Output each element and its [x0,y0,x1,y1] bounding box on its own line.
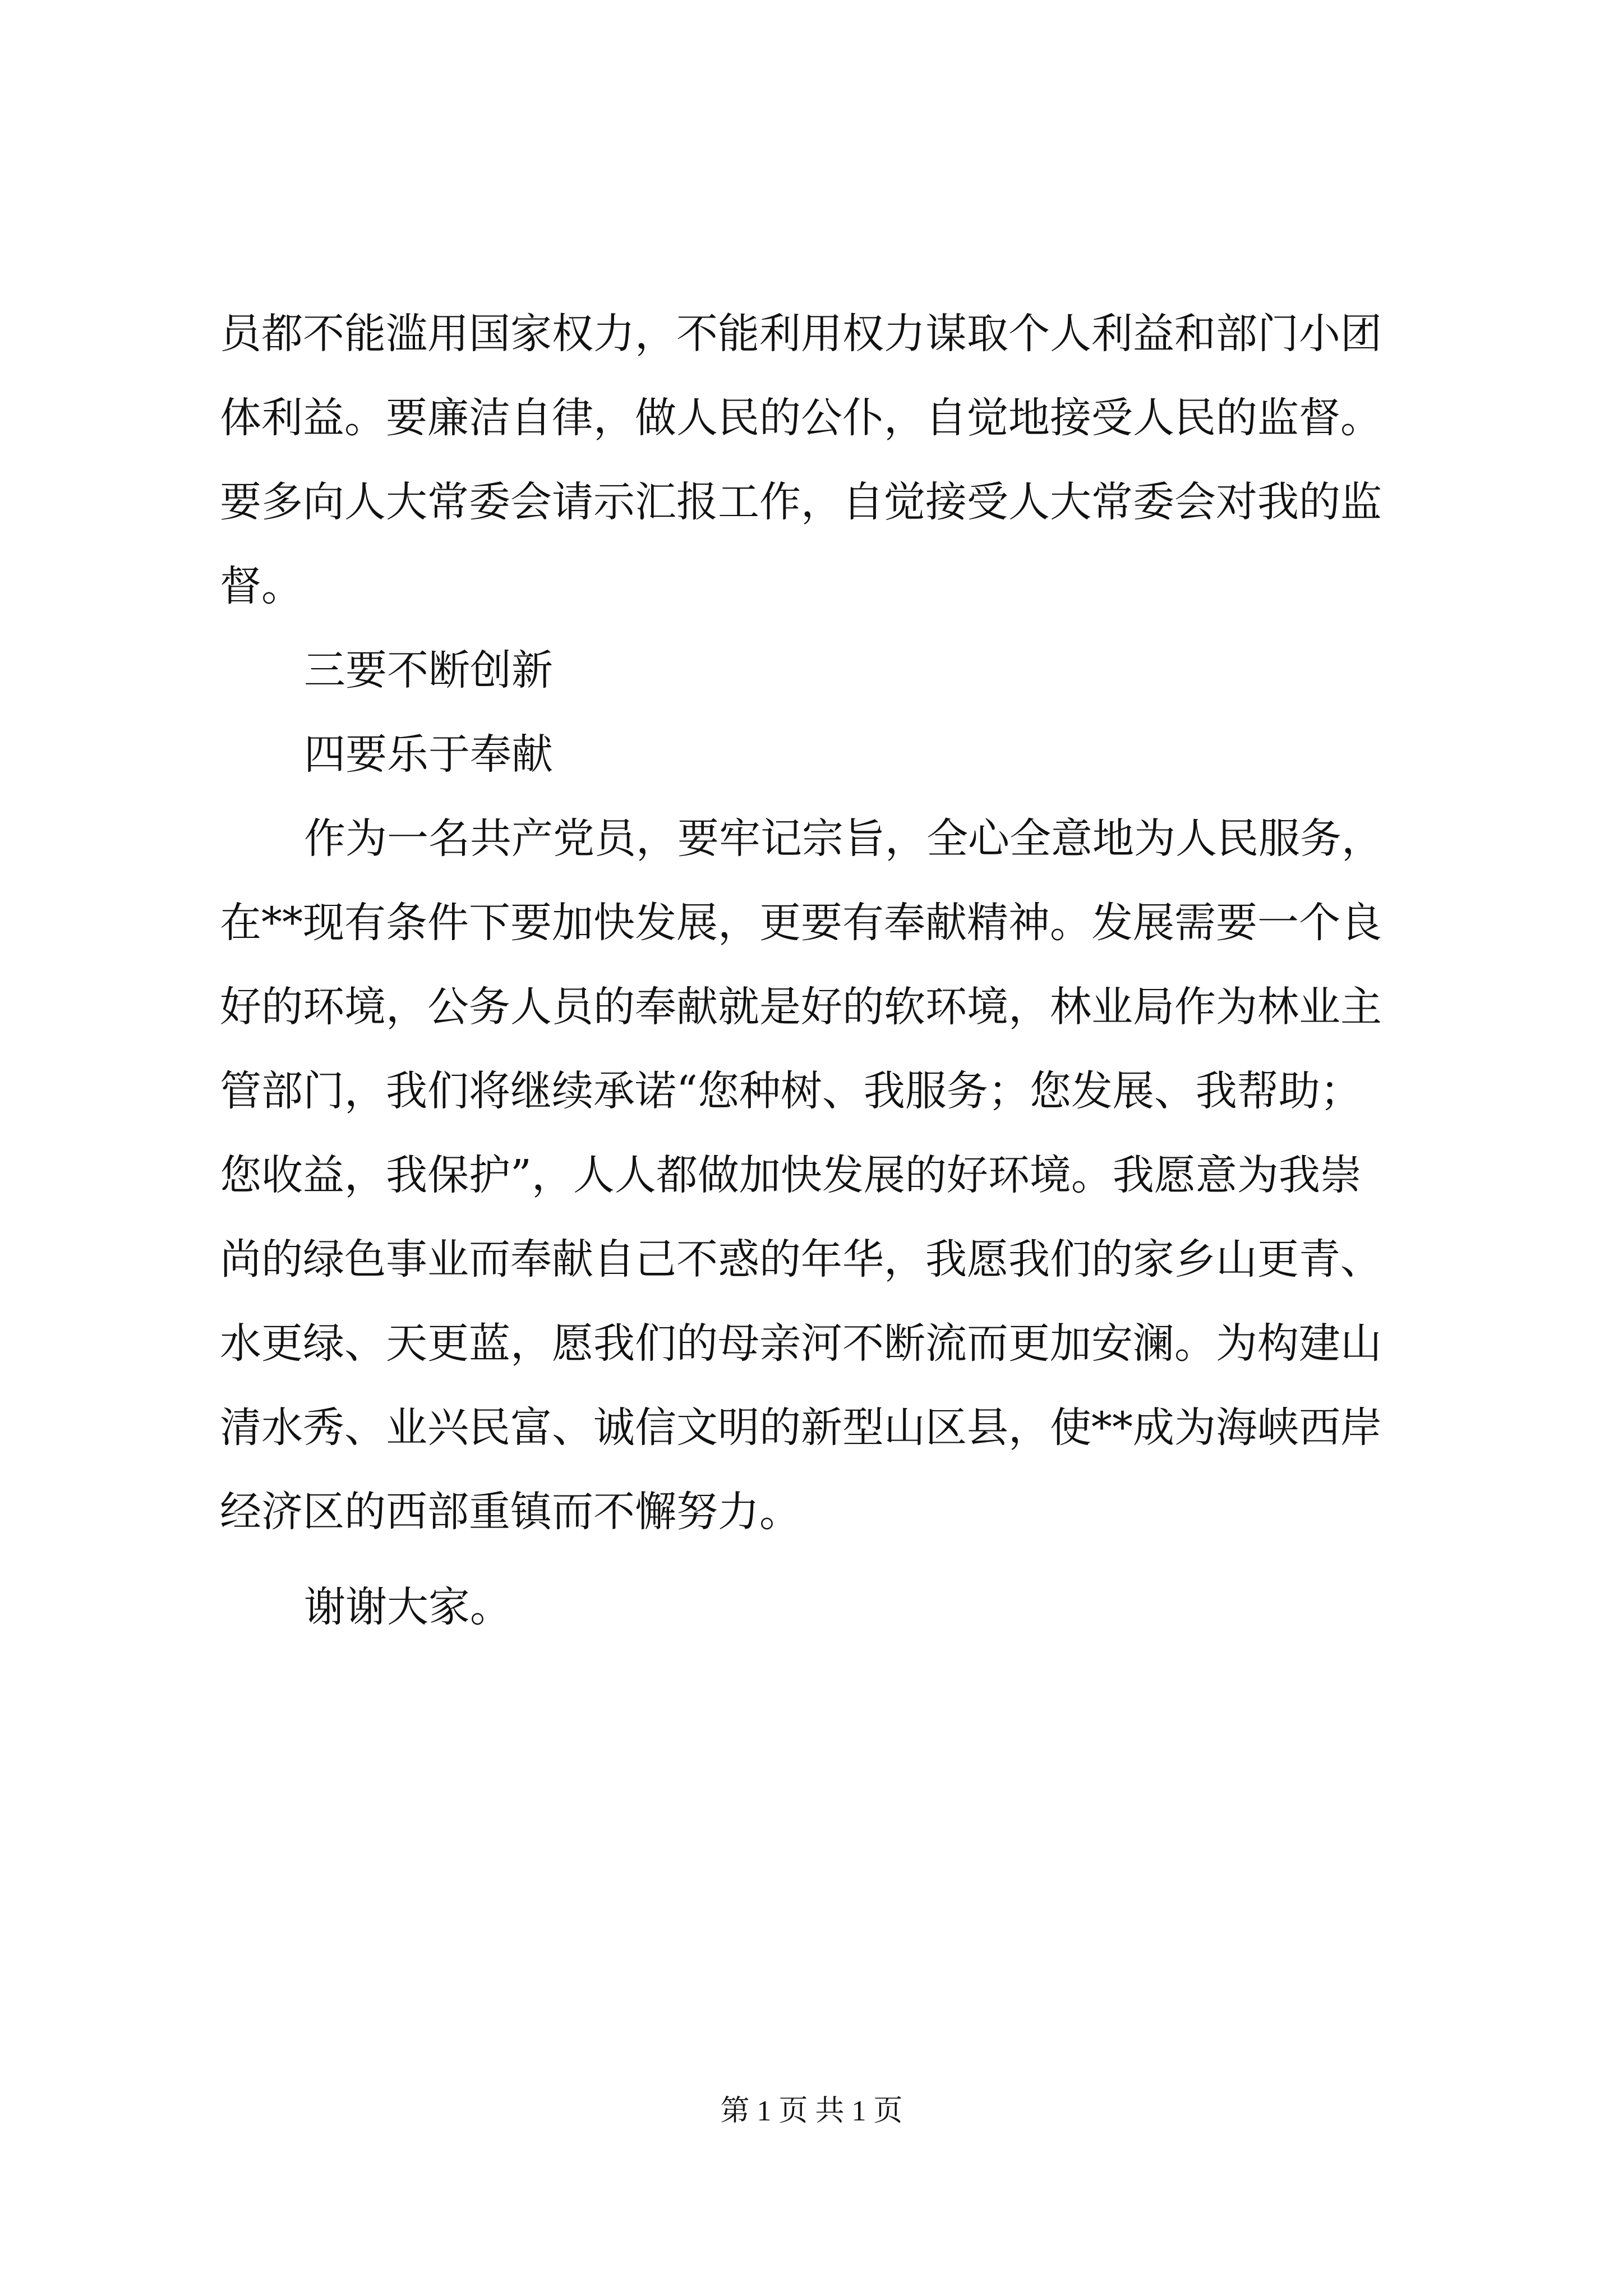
text-line: 经济区的西部重镇而不懈努力。 [220,1488,801,1536]
text-line: 督。 [220,562,303,610]
page-number-footer: 第 1 页 共 1 页 [720,2095,903,2127]
text-line: 员都不能滥用国家权力，不能利用权力谋取个人利益和部门小团 [220,310,1382,358]
text-line: 清水秀、业兴民富、诚信文明的新型山区县，使**成为海峡西岸 [220,1404,1382,1452]
text-line: 好的环境，公务人员的奉献就是好的软环境，林业局作为林业主 [220,983,1382,1031]
text-line: 在**现有条件下要加快发展，更要有奉献精神。发展需要一个良 [220,899,1382,947]
text-line: 要多向人大常委会请示汇报工作，自觉接受人大常委会对我的监 [220,478,1382,526]
text-line: 尚的绿色事业而奉献自己不惑的年华，我愿我们的家乡山更青、 [220,1235,1382,1283]
text-line: 体利益。要廉洁自律，做人民的公仆，自觉地接受人民的监督。 [220,394,1382,442]
text-line: 水更绿、天更蓝，愿我们的母亲河不断流而更加安澜。为构建山 [220,1319,1382,1368]
closing-line: 谢谢大家。 [304,1583,511,1631]
section-heading: 四要乐于奉献 [304,730,553,779]
text-line: 您收益，我保护”，人人都做加快发展的好环境。我愿意为我崇 [220,1151,1362,1199]
text-line: 管部门，我们将继续承诺“您种树、我服务；您发展、我帮助； [220,1067,1362,1115]
text-line: 作为一名共产党员，要牢记宗旨，全心全意地为人民服务， [304,815,1383,863]
section-heading: 三要不断创新 [304,646,553,694]
